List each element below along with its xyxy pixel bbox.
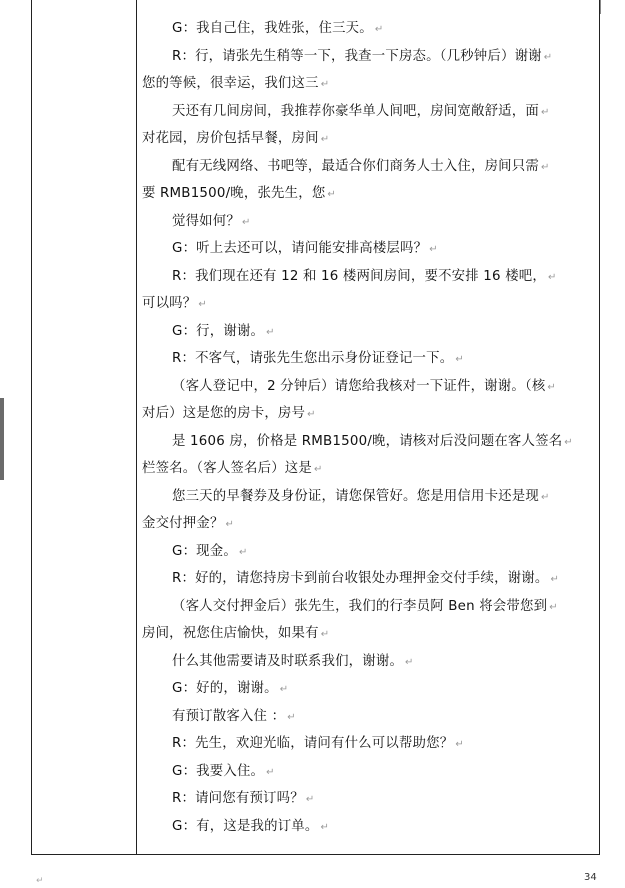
dialogue-line-text: G：有，这是我的订单。 [172, 818, 319, 834]
dialogue-line-text: 有预订散客入住 ： [172, 708, 286, 724]
dialogue-line [142, 703, 582, 731]
dialogue-line-text: R：请问您有预订吗？ [172, 791, 304, 806]
paragraph-mark-icon: ↵ [547, 271, 557, 283]
paragraph-mark-icon: ↵ [313, 464, 323, 475]
dialogue-line [142, 208, 582, 236]
table-column-divider [136, 0, 137, 855]
dialogue-line [142, 98, 582, 126]
dialogue-line [142, 318, 582, 346]
dialogue-line [142, 510, 582, 538]
dialogue-line-text: 房间，祝您住店愉快，如果有 [142, 626, 319, 641]
paragraph-mark-icon: ↵ [549, 601, 558, 613]
paragraph-mark-icon: ↵ [238, 546, 248, 558]
paragraph-mark-icon: ↵ [241, 216, 251, 228]
dialogue-line-text: 对花园，房价包括早餐，房间 [142, 131, 319, 146]
paragraph-mark-icon: ↵ [455, 354, 464, 365]
dialogue-line-text: 对后）这是您的房卡，房号 [142, 406, 306, 421]
dialogue-line-text: 是 1606 房，价格是 RMB1500/晚，请核对后没问题在客人签名 [172, 433, 563, 449]
dialogue-text [142, 15, 582, 840]
dialogue-line-text: 金交付押金？ [142, 516, 224, 531]
paragraph-mark-icon: ↵ [266, 766, 275, 778]
dialogue-line-text: R：行，请张先生稍等一下，我查一下房态。（几秒钟后）谢谢 [172, 48, 542, 64]
dialogue-line [142, 428, 582, 456]
dialogue-line-text: 要 RMB1500/晚，张先生，您 [142, 186, 326, 201]
dialogue-line-text: 您的等候，很幸运，我们这三 [142, 76, 319, 91]
paragraph-mark-icon: ↵ [374, 24, 384, 35]
paragraph-mark-icon: ↵ [327, 189, 337, 200]
paragraph-mark-icon: ↵ [540, 161, 550, 173]
paragraph-mark-icon: ↵ [198, 299, 207, 310]
dialogue-line [142, 593, 582, 621]
dialogue-line [142, 813, 582, 841]
dialogue-line-text: G：我自己住，我姓张，住三天。 [172, 21, 373, 36]
paragraph-mark-icon: ↵ [305, 794, 315, 805]
dialogue-line-text: （客人登记中，2 分钟后）请您给我核对一下证件，谢谢。（核 [172, 378, 546, 394]
dialogue-line [142, 125, 582, 153]
paragraph-mark-icon: ↵ [307, 409, 316, 420]
paragraph-mark-icon: ↵ [564, 436, 573, 448]
paragraph-mark-icon: ↵ [279, 684, 289, 695]
dialogue-line [142, 373, 582, 401]
dialogue-line [142, 153, 582, 181]
dialogue-line [142, 648, 582, 676]
paragraph-mark-icon: ↵ [455, 739, 464, 750]
paragraph-mark-icon: ↵ [550, 574, 560, 585]
scroll-tab-handle[interactable] [0, 398, 4, 480]
paragraph-mark-icon: ↵ [540, 106, 550, 118]
paragraph-mark-icon: ↵ [547, 381, 557, 393]
dialogue-line-text: 您三天的早餐券及身份证，请您保管好。您是用信用卡还是现 [172, 488, 539, 504]
paragraph-mark-icon: ↵ [287, 711, 296, 723]
crop-mark-right [600, 0, 601, 14]
paragraph-mark-icon: ↵ [320, 629, 330, 640]
paragraph-mark-icon: ↵ [225, 519, 235, 530]
dialogue-line-text: G：现金。 [172, 543, 237, 559]
dialogue-line-text: G：好的，谢谢。 [172, 681, 278, 696]
dialogue-line [142, 290, 582, 318]
dialogue-line [142, 180, 582, 208]
page-number: 34 [584, 872, 597, 883]
paragraph-mark-icon: ↵ [266, 326, 275, 338]
dialogue-line-text: G：行，谢谢。 [172, 323, 265, 339]
dialogue-line-text: G：我要入住。 [172, 763, 265, 779]
paragraph-mark-icon: ↵ [320, 821, 330, 833]
dialogue-line-text: R：我们现在还有 12 和 16 楼两间房间，要不安排 16 楼吧， [172, 268, 546, 284]
dialogue-line [142, 15, 582, 43]
dialogue-line [142, 43, 582, 71]
dialogue-line-text: 天还有几间房间，我推荐你豪华单人间吧，房间宽敞舒适，面 [172, 103, 539, 119]
dialogue-line [142, 263, 582, 291]
dialogue-line-text: 觉得如何？ [172, 213, 240, 229]
dialogue-line-text: R：好的，请您持房卡到前台收银处办理押金交付手续，谢谢。 [172, 571, 549, 586]
dialogue-line [142, 785, 582, 813]
dialogue-line-text: G：听上去还可以，请问能安排高楼层吗？ [172, 241, 428, 256]
dialogue-line [142, 730, 582, 758]
dialogue-line-text: 栏签名。（客人签名后）这是 [142, 461, 312, 476]
paragraph-mark-icon: ↵ [405, 656, 414, 668]
paragraph-mark-icon: ↵ [320, 134, 330, 145]
paragraph-mark-icon: ↵ [429, 244, 438, 255]
dialogue-line-text: 可以吗？ [142, 296, 197, 311]
dialogue-line [142, 565, 582, 593]
dialogue-line [142, 758, 582, 786]
paragraph-mark-icon: ↵ [320, 79, 330, 90]
dialogue-line [142, 235, 582, 263]
dialogue-line [142, 70, 582, 98]
dialogue-line [142, 455, 582, 483]
dialogue-line-text: R：不客气，请张先生您出示身份证登记一下。 [172, 351, 454, 366]
paragraph-mark-icon: ↵ [36, 876, 44, 886]
dialogue-line [142, 345, 582, 373]
dialogue-line [142, 483, 582, 511]
dialogue-line-text: 什么其他需要请及时联系我们，谢谢。 [172, 653, 404, 669]
dialogue-line [142, 620, 582, 648]
paragraph-mark-icon: ↵ [543, 51, 553, 63]
dialogue-line [142, 538, 582, 566]
dialogue-line-text: R：先生，欢迎光临，请问有什么可以帮助您？ [172, 736, 454, 751]
dialogue-line-text: 配有无线网络、书吧等，最适合你们商务人士入住，房间只需 [172, 158, 539, 174]
paragraph-mark-icon: ↵ [540, 491, 550, 503]
dialogue-line-text: （客人交付押金后）张先生，我们的行李员阿 Ben 将会带您到 [172, 598, 548, 614]
dialogue-line [142, 675, 582, 703]
dialogue-line [142, 400, 582, 428]
